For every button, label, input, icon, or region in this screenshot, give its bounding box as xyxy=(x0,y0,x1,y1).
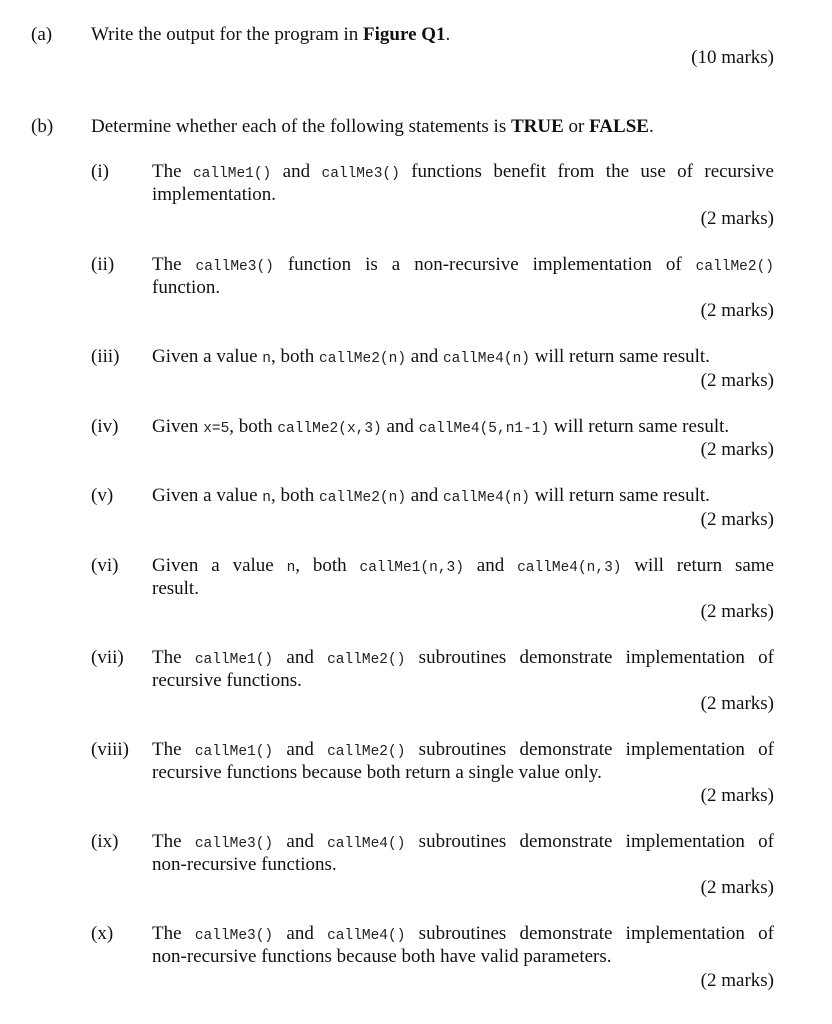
statement-text: The xyxy=(152,254,196,275)
true-keyword: TRUE xyxy=(510,116,564,137)
statement-text: implementation. xyxy=(152,184,277,205)
statement-text: recursive functions because both return a single value only. xyxy=(152,762,602,783)
statement-text: , both xyxy=(270,346,319,367)
code-identifier: callMe2() xyxy=(327,652,406,668)
item-marks: (2 marks) xyxy=(700,877,774,898)
statement-text: and xyxy=(406,485,443,506)
item-label: (i) xyxy=(91,161,109,182)
statement-text: , both xyxy=(295,555,360,576)
statement-text: and xyxy=(273,923,328,944)
item-marks: (2 marks) xyxy=(700,439,774,460)
code-identifier: callMe2() xyxy=(327,744,406,760)
code-identifier: callMe4() xyxy=(327,928,406,944)
statement-text: and xyxy=(406,346,443,367)
figure-reference: Figure Q1 xyxy=(363,24,446,45)
statement-text: non-recursive functions because both have valid parameters. xyxy=(152,946,612,967)
code-identifier: callMe4(n) xyxy=(442,490,530,506)
statement-text: will return same result. xyxy=(529,346,710,367)
item-marks: (2 marks) xyxy=(700,300,774,321)
item-marks: (2 marks) xyxy=(700,693,774,714)
part-a-label: (a) xyxy=(31,24,53,45)
statement-text: The xyxy=(152,923,195,944)
statement-line-2 xyxy=(152,853,774,876)
or-word: or xyxy=(568,116,585,137)
statement-text: and xyxy=(273,647,328,668)
statement-line-2 xyxy=(152,183,774,206)
part-b-period: . xyxy=(648,116,654,137)
code-identifier: callMe3() xyxy=(195,259,274,275)
code-identifier: callMe4() xyxy=(327,836,406,852)
code-identifier: callMe4(5,n1-1) xyxy=(418,421,550,437)
statement-text: subroutines demonstrate implementation of xyxy=(405,647,774,668)
statement-text: result. xyxy=(152,578,199,599)
item-marks: (2 marks) xyxy=(700,370,774,391)
statement-text: The xyxy=(152,739,195,760)
statement-text: The xyxy=(152,647,195,668)
statement-text: will return same result. xyxy=(529,485,710,506)
item-label: (ii) xyxy=(91,254,115,275)
code-identifier: callMe3() xyxy=(194,836,274,852)
item-marks: (2 marks) xyxy=(700,970,774,991)
statement-text: and xyxy=(463,555,518,576)
statement-text: , both xyxy=(270,485,319,506)
part-b-label: (b) xyxy=(31,116,54,137)
statement-text: recursive functions. xyxy=(152,670,302,691)
item-marks: (2 marks) xyxy=(700,509,774,530)
statement-text: Given a value xyxy=(152,485,263,506)
part-b-intro-text: Determine whether each of the following statements is xyxy=(91,116,507,137)
statement-text: Given a value xyxy=(152,346,263,367)
statement-text: Given a value xyxy=(152,555,287,576)
item-label: (viii) xyxy=(91,739,129,760)
statement-text: The xyxy=(152,831,195,852)
item-marks: (2 marks) xyxy=(700,208,774,229)
code-identifier: callMe1(n,3) xyxy=(359,560,464,576)
code-identifier: callMe4(n) xyxy=(442,351,530,367)
part-a-period: . xyxy=(445,24,451,45)
code-identifier: callMe3() xyxy=(321,166,400,182)
code-identifier: callMe3() xyxy=(194,928,274,944)
item-marks: (2 marks) xyxy=(700,601,774,622)
statement-line-1 xyxy=(152,415,774,441)
part-a-marks: (10 marks) xyxy=(691,47,774,68)
statement-text: The xyxy=(152,161,193,182)
item-label: (x) xyxy=(91,923,114,944)
part-a-text: Write the output for the program in xyxy=(91,24,359,45)
statement-text: and xyxy=(381,416,419,437)
code-identifier: callMe1() xyxy=(192,166,272,182)
statement-text: and xyxy=(273,739,328,760)
statement-line-2 xyxy=(152,276,774,299)
code-identifier: callMe4(n,3) xyxy=(517,560,622,576)
statement-text: Given xyxy=(152,416,204,437)
item-label: (v) xyxy=(91,485,114,506)
statement-line-2 xyxy=(152,669,774,692)
statement-text: subroutines demonstrate implementation of xyxy=(405,923,774,944)
code-identifier: callMe2(n) xyxy=(319,490,407,506)
item-label: (vi) xyxy=(91,555,119,576)
statement-text: and xyxy=(273,831,328,852)
code-identifier: callMe2(n) xyxy=(319,351,407,367)
statement-line-1 xyxy=(152,484,774,510)
code-identifier: n xyxy=(286,560,296,576)
code-identifier: callMe2() xyxy=(695,259,774,275)
statement-text: subroutines demonstrate implementation of xyxy=(405,739,774,760)
code-identifier: n xyxy=(262,351,271,367)
false-keyword: FALSE xyxy=(589,116,649,137)
item-label: (iii) xyxy=(91,346,120,367)
item-label: (vii) xyxy=(91,647,124,668)
statement-text: function is a non-recursive implementation of xyxy=(273,254,696,275)
part-a-question xyxy=(91,23,450,46)
statement-text: subroutines demonstrate implementation of xyxy=(405,831,774,852)
statement-line-2 xyxy=(152,945,774,968)
item-label: (iv) xyxy=(91,416,119,437)
item-marks: (2 marks) xyxy=(700,785,774,806)
statement-text: and xyxy=(271,161,322,182)
statement-text: will return same xyxy=(621,555,774,576)
code-identifier: callMe2(x,3) xyxy=(277,421,382,437)
code-identifier: callMe1() xyxy=(194,744,274,760)
statement-text: functions benefit from the use of recursive xyxy=(399,161,774,182)
statement-line-2 xyxy=(152,761,774,784)
code-identifier: x=5 xyxy=(203,421,230,437)
statement-line-1 xyxy=(152,345,774,371)
code-identifier: callMe1() xyxy=(194,652,274,668)
statement-line-2 xyxy=(152,577,774,600)
statement-text: function. xyxy=(152,277,221,298)
statement-text: will return same result. xyxy=(549,416,730,437)
code-identifier: n xyxy=(262,490,271,506)
statement-text: non-recursive functions. xyxy=(152,854,337,875)
item-label: (ix) xyxy=(91,831,119,852)
statement-text: , both xyxy=(229,416,278,437)
part-b-intro xyxy=(91,115,654,138)
